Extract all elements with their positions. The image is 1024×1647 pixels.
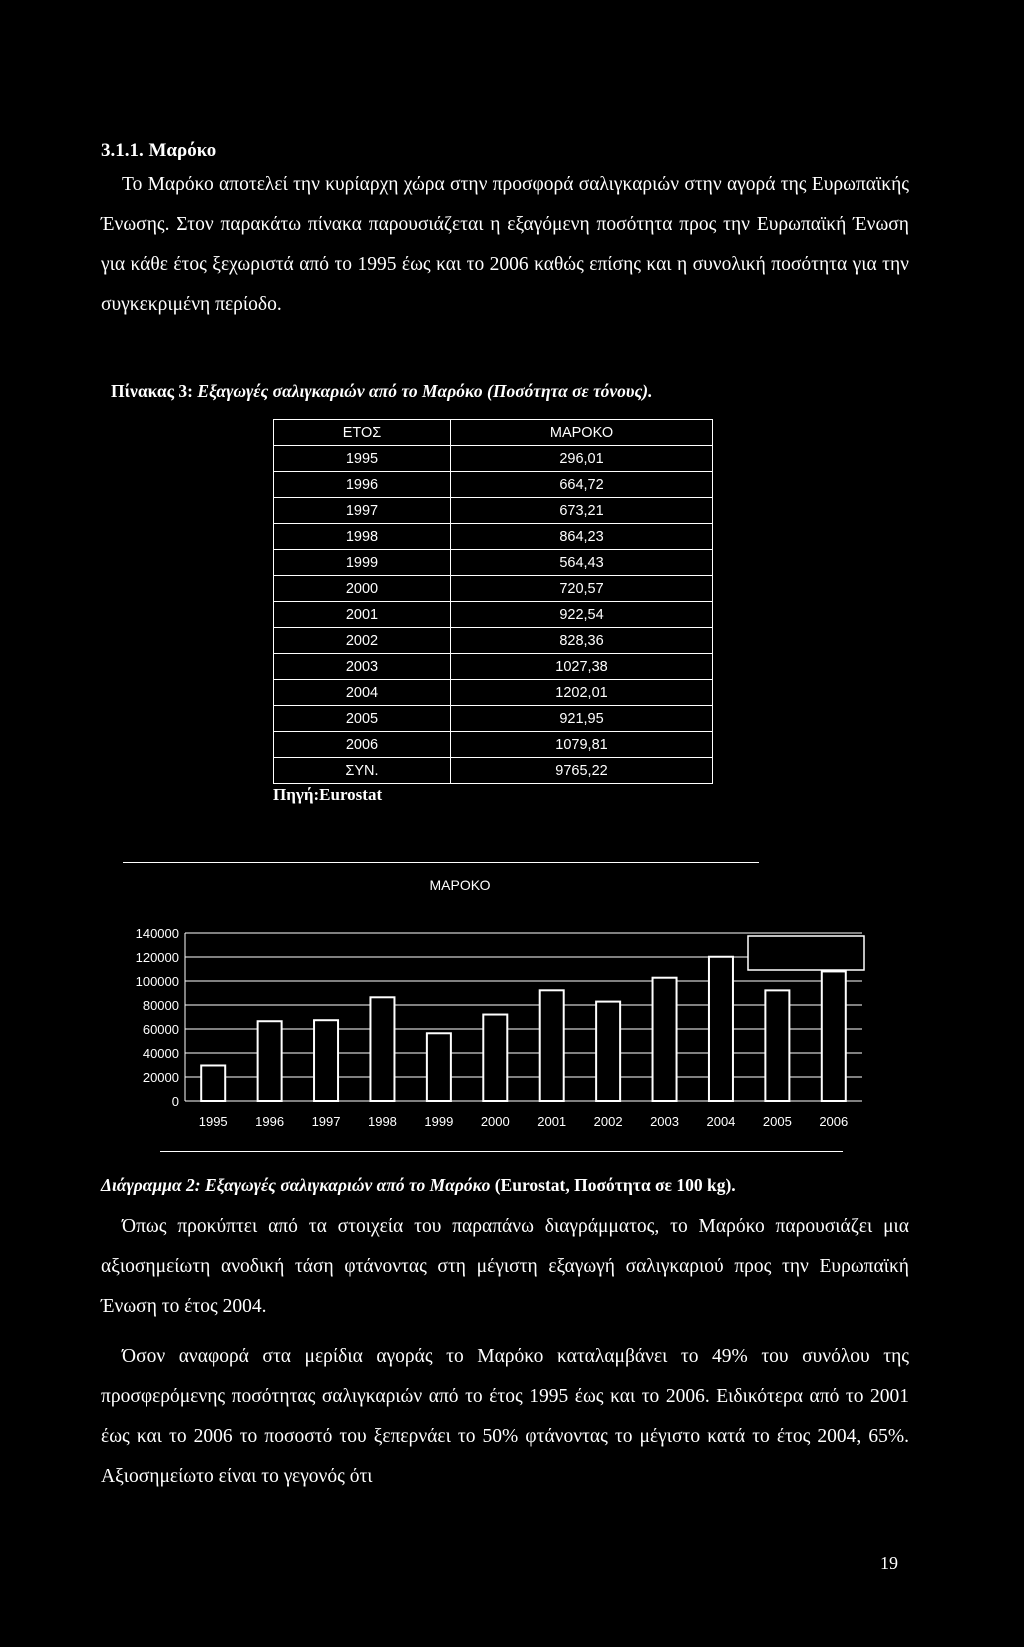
- chart-bar-1996: [258, 1021, 282, 1101]
- value-cell: 1079,81: [451, 732, 713, 758]
- year-cell: 2004: [274, 680, 451, 706]
- table-row: [274, 550, 713, 576]
- chart-y-tick-label: 60000: [142, 1022, 179, 1037]
- year-cell: 1997: [274, 498, 451, 524]
- year-cell: 1995: [274, 446, 451, 472]
- chart-y-tick-label: 80000: [142, 998, 179, 1013]
- chart-caption-suffix: (Eurostat, Ποσότητα σε 100 kg).: [494, 1175, 736, 1195]
- chart-x-tick-label: 1995: [198, 1114, 228, 1129]
- table-body: [274, 446, 713, 784]
- chart-bar-1997: [314, 1020, 338, 1101]
- year-cell: 1998: [274, 524, 451, 550]
- value-cell: 673,21: [451, 498, 713, 524]
- chart-x-tick-label: 2000: [480, 1114, 510, 1129]
- chart-bar-1999: [427, 1033, 451, 1101]
- chart-y-tick-label: 40000: [142, 1046, 179, 1061]
- table-row: [274, 732, 713, 758]
- chart-caption-label: Διάγραμμα 2:: [101, 1175, 201, 1195]
- chart-title: ΜΑΡΟΚΟ: [429, 877, 491, 893]
- chart-bottom-rule: [160, 1151, 843, 1152]
- value-cell: 720,57: [451, 576, 713, 602]
- chart-y-tick-label: 140000: [135, 926, 179, 941]
- year-cell: 2002: [274, 628, 451, 654]
- chart-bar-1998: [370, 997, 394, 1101]
- table-row: [274, 602, 713, 628]
- table-caption-text: Εξαγωγές σαλιγκαριών από το Μαρόκο (Ποσότητα σε τόνους).: [197, 381, 653, 401]
- chart-legend-box: [748, 936, 864, 970]
- intro-paragraph: [101, 165, 909, 325]
- chart-x-tick-label: 2005: [762, 1114, 792, 1129]
- year-cell: 1999: [274, 550, 451, 576]
- value-cell: 296,01: [451, 446, 713, 472]
- value-cell: 828,36: [451, 628, 713, 654]
- value-cell: 1202,01: [451, 680, 713, 706]
- value-cell: 564,43: [451, 550, 713, 576]
- section-heading: 3.1.1. Μαρόκο: [101, 140, 217, 161]
- chart-x-tick-label: 1999: [424, 1114, 454, 1129]
- chart-bar-2005: [765, 990, 789, 1101]
- value-cell: 9765,22: [451, 758, 713, 784]
- year-cell: 2005: [274, 706, 451, 732]
- table-source: Πηγή:Eurostat: [273, 785, 383, 804]
- chart-bar-2000: [483, 1015, 507, 1101]
- header-year: ΕΤΟΣ: [274, 420, 451, 446]
- chart-bar-2001: [540, 990, 564, 1101]
- table-row: [274, 654, 713, 680]
- intro-paragraph-text: Το Μαρόκο αποτελεί την κυρίαρχη χώρα στην προσφορά σαλιγκαριών στην αγορά της Ευρωπαϊκής Ένωσης. Στον παρακάτω πίνακα παρουσιάζεται η εξαγόμενη ποσότητα προς την Ευρωπαϊκή Ένωση για κάθε έτος ξεχωριστά από το 1995 έως και το 2006 καθώς επίσης και η συνολική ποσότητα για την συγκεκριμένη περίοδο.: [101, 174, 909, 315]
- chart-bar-2006: [822, 971, 846, 1101]
- page-number: 19: [880, 1553, 898, 1573]
- chart-x-tick-label: 1996: [255, 1114, 285, 1129]
- chart-x-tick-label: 2001: [537, 1114, 567, 1129]
- chart-y-ticks: [136, 926, 179, 1109]
- table-row: [274, 446, 713, 472]
- chart-caption: [101, 1175, 736, 1196]
- market-share-paragraph: [101, 1337, 909, 1497]
- exports-table: [273, 419, 713, 784]
- year-cell: 2001: [274, 602, 451, 628]
- header-morocco: ΜΑΡΟΚΟ: [451, 420, 713, 446]
- chart-bar-1995: [201, 1065, 225, 1101]
- analysis-paragraph-text: Όπως προκύπτει από τα στοιχεία του παραπάνω διαγράμματος, το Μαρόκο παρουσιάζει μια αξιοσημείωτη ανοδική τάση φτάνοντας στη μέγιστη εξαγωγή σαλιγκαριού προς την Ευρωπαϊκή Ένωση το έτος 2004.: [101, 1216, 909, 1317]
- chart-y-tick-label: 120000: [135, 950, 179, 965]
- exports-bar-chart: [120, 862, 880, 1148]
- year-cell: 1996: [274, 472, 451, 498]
- table-row: [274, 628, 713, 654]
- table-row: [274, 524, 713, 550]
- table-header-row: [274, 420, 713, 446]
- table-caption-label: Πίνακας 3:: [111, 381, 193, 401]
- year-cell: ΣΥΝ.: [274, 758, 451, 784]
- table-row: [274, 576, 713, 602]
- chart-bar-2002: [596, 1002, 620, 1101]
- value-cell: 921,95: [451, 706, 713, 732]
- year-cell: 2003: [274, 654, 451, 680]
- chart-x-ticks: [199, 1114, 849, 1129]
- table-row: [274, 758, 713, 784]
- table-caption: [111, 381, 652, 402]
- value-cell: 1027,38: [451, 654, 713, 680]
- table-row: [274, 680, 713, 706]
- chart-y-tick-label: 20000: [142, 1070, 179, 1085]
- year-cell: 2000: [274, 576, 451, 602]
- analysis-paragraph: [101, 1207, 909, 1327]
- table-row: [274, 706, 713, 732]
- market-share-paragraph-text: Όσον αναφορά στα μερίδια αγοράς το Μαρόκο καταλαμβάνει το 49% του συνόλου της προσφερόμενης ποσότητας σαλιγκαριών από το έτος 1995 έως και το 2006. Ειδικότερα από το 2001 έως και το 2006 το ποσοστό του ξεπερνάει το 50% φτάνοντας το μέγιστο κατά το έτος 2004, 65%. Αξιοσημείωτο είναι το γεγονός ότι: [101, 1346, 909, 1487]
- table-row: [274, 472, 713, 498]
- chart-x-tick-label: 2002: [593, 1114, 623, 1129]
- chart-y-tick-label: 0: [171, 1094, 179, 1109]
- year-cell: 2006: [274, 732, 451, 758]
- chart-x-tick-label: 1997: [311, 1114, 341, 1129]
- chart-bar-2003: [653, 978, 677, 1101]
- value-cell: 664,72: [451, 472, 713, 498]
- chart-caption-text: Εξαγωγές σαλιγκαριών από το Μαρόκο: [204, 1175, 491, 1195]
- chart-x-tick-label: 1998: [367, 1114, 397, 1129]
- chart-x-tick-label: 2006: [819, 1114, 849, 1129]
- chart-x-tick-label: 2004: [706, 1114, 736, 1129]
- chart-x-tick-label: 2003: [650, 1114, 680, 1129]
- chart-y-tick-label: 100000: [135, 974, 179, 989]
- value-cell: 922,54: [451, 602, 713, 628]
- value-cell: 864,23: [451, 524, 713, 550]
- chart-bar-2004: [709, 957, 733, 1101]
- table-row: [274, 498, 713, 524]
